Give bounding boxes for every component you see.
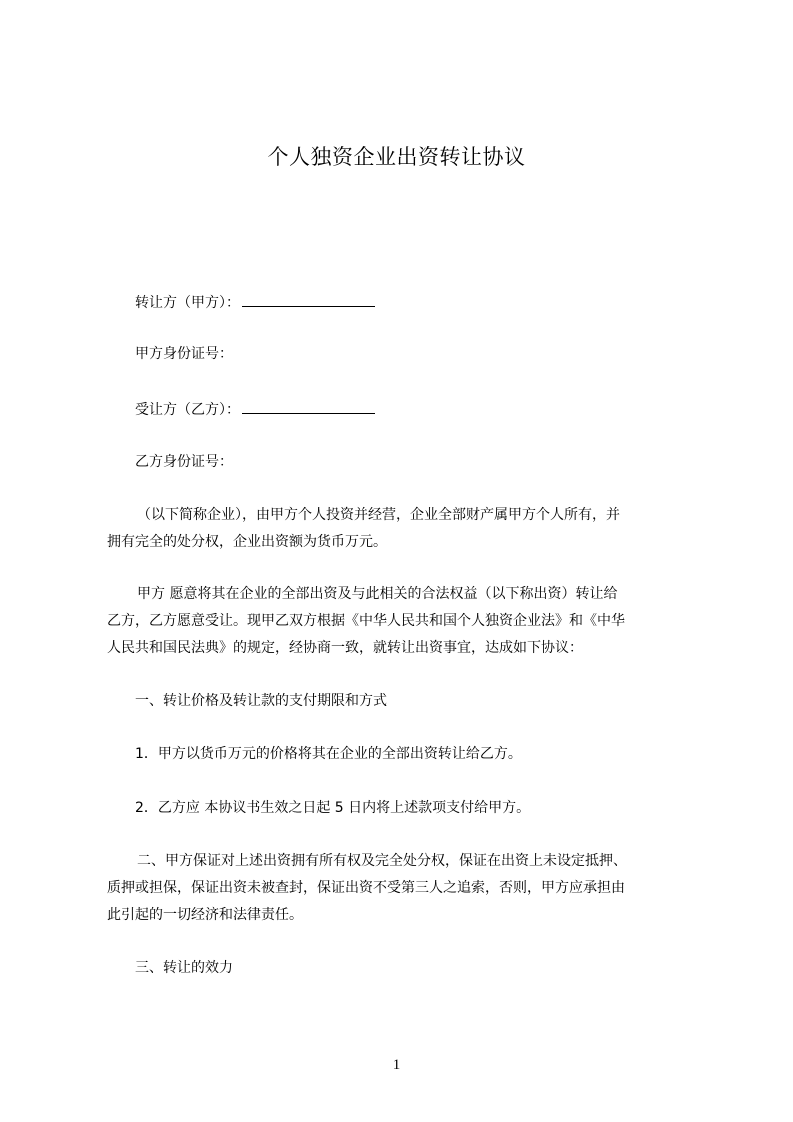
section2-line2: 质押或担保，保证出资未被查封，保证出资不受第三人之追索，否则，甲方应承担由 bbox=[107, 880, 625, 896]
para2-line3: 人民共和国民法典》的规定，经协商一致，就转让出资事宜，达成如下协议： bbox=[107, 640, 583, 656]
section2-line3: 此引起的一切经济和法律责任。 bbox=[107, 907, 303, 923]
transferee-line bbox=[135, 398, 735, 420]
transferor-label: 转让方（甲方）： bbox=[135, 295, 240, 311]
party-b-id-label: 乙方身份证号： bbox=[135, 454, 233, 470]
section1-heading: 一、转让价格及转让款的支付期限和方式 bbox=[135, 693, 387, 709]
para1-line2: 拥有完全的处分权，企业出资额为货币万元。 bbox=[107, 534, 387, 550]
document-title: 个人独资企业出资转让协议 bbox=[267, 145, 526, 169]
transferor-blank bbox=[242, 291, 375, 307]
section1-item1: 1．甲方以货币万元的价格将其在企业的全部出资转让给乙方。 bbox=[135, 746, 522, 762]
section3-heading: 三、转让的效力 bbox=[135, 960, 233, 976]
transferee-label: 受让方（乙方）： bbox=[135, 402, 240, 418]
section1-item2: 2．乙方应 本协议书生效之日起 5 日内将上述款项支付给甲方。 bbox=[135, 800, 531, 816]
para2-line2: 乙方，乙方愿意受让。现甲乙双方根据《中华人民共和国个人独资企业法》和《中华 bbox=[107, 613, 625, 629]
party-a-id-label: 甲方身份证号： bbox=[135, 346, 233, 362]
transferee-blank bbox=[242, 398, 375, 414]
section2-line1: 二、甲方保证对上述出资拥有所有权及完全处分权，保证在出资上未设定抵押、 bbox=[137, 853, 627, 869]
para2-line1: 甲方 愿意将其在企业的全部出资及与此相关的合法权益（以下称出资）转让给 bbox=[137, 586, 618, 602]
page-number: 1 bbox=[392, 1057, 401, 1073]
para1-line1: （以下简称企业），由甲方个人投资并经营，企业全部财产属甲方个人所有，并 bbox=[137, 507, 620, 523]
transferor-line bbox=[135, 291, 735, 313]
